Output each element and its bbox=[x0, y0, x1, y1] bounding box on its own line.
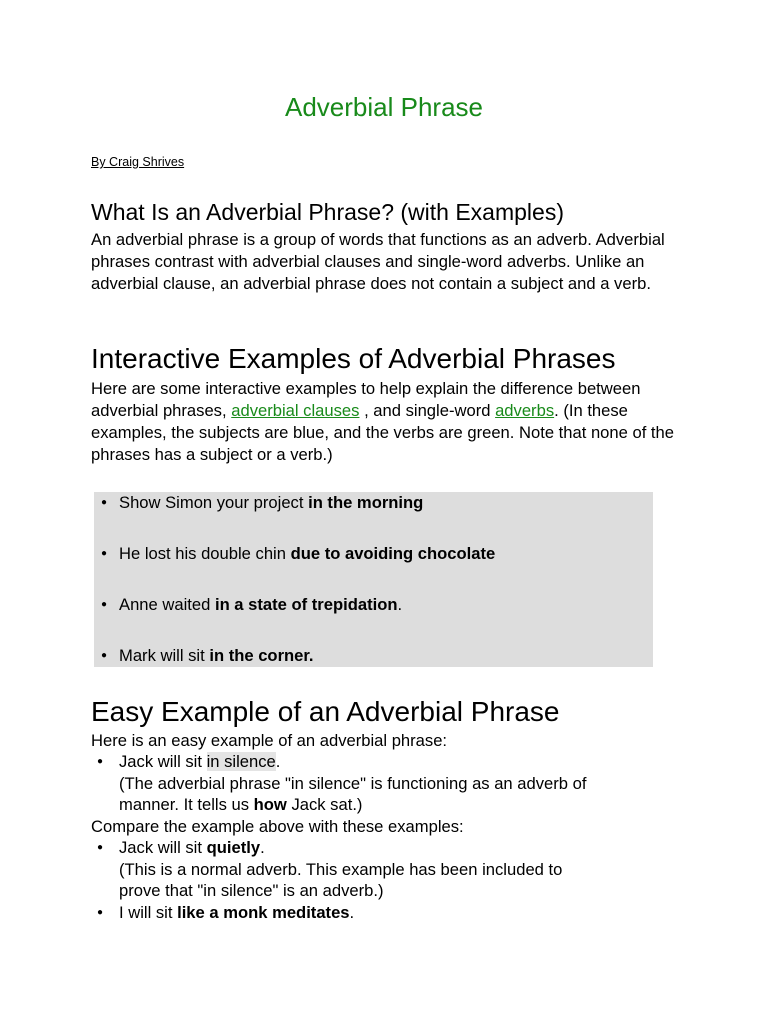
example-item[interactable] bbox=[101, 594, 403, 616]
adverbs-link[interactable]: adverbs bbox=[495, 401, 555, 420]
bullet-icon: ● bbox=[101, 599, 108, 610]
bullet-icon: ● bbox=[101, 548, 108, 559]
example-plain: Jack will sit bbox=[119, 752, 207, 771]
note-tail: Jack sat.) bbox=[286, 795, 363, 814]
highlighted-phrase: in silence bbox=[206, 752, 276, 771]
author-byline[interactable]: By Craig Shrives bbox=[91, 155, 185, 169]
bullet-icon: ● bbox=[97, 756, 104, 767]
section-interactive-text bbox=[91, 378, 681, 466]
example-phrase: like a monk meditates bbox=[177, 903, 350, 922]
adverbial-clauses-link[interactable]: adverbial clauses bbox=[231, 401, 360, 420]
bullet-icon: ● bbox=[97, 842, 104, 853]
example-plain: Jack will sit bbox=[119, 838, 207, 857]
example-phrase: in the morning bbox=[308, 493, 424, 512]
example-item[interactable] bbox=[101, 645, 314, 667]
example-phrase: quietly bbox=[206, 838, 261, 857]
example-plain: Show Simon your project bbox=[119, 493, 309, 512]
list-item bbox=[97, 751, 281, 773]
interactive-text-after: . (In these examples, the subjects are blue, and the verbs are green. Note that none of the phrases has a subject or a verb.) bbox=[91, 401, 674, 464]
example-note-line: prove that "in silence" is an adverb.) bbox=[119, 881, 384, 900]
example-plain: Anne waited bbox=[119, 595, 215, 614]
bullet-icon: ● bbox=[101, 650, 108, 661]
example-tail: . bbox=[260, 838, 265, 857]
interactive-examples-box bbox=[94, 492, 653, 667]
section-definition-text: An adverbial phrase is a group of words that functions as an adverb. Adverbial phrases contrast with adverbial clauses and single-word adverbs. Unlike an adverbial clause, an adverbial phrase does not contain a subject and a verb. bbox=[91, 230, 665, 293]
example-tail: . bbox=[275, 752, 281, 771]
note-plain: manner. It tells us bbox=[119, 795, 254, 814]
example-item[interactable] bbox=[101, 543, 496, 565]
example-plain: He lost his double chin bbox=[119, 544, 291, 563]
list-item bbox=[97, 902, 355, 924]
list-item bbox=[97, 837, 265, 859]
section-heading-what-is: What Is an Adverbial Phrase? (with Examples) bbox=[91, 199, 564, 225]
bullet-icon: ● bbox=[97, 907, 104, 918]
page-title: Adverbial Phrase bbox=[285, 92, 483, 122]
example-plain: I will sit bbox=[119, 903, 178, 922]
interactive-text-middle: , and single-word bbox=[364, 401, 491, 420]
example-phrase: in the corner. bbox=[209, 646, 314, 665]
interactive-text-before: Here are some interactive examples to help explain the difference between adverbial phrases, bbox=[91, 379, 641, 420]
example-phrase: in a state of trepidation bbox=[214, 595, 398, 614]
section-heading-interactive: Interactive Examples of Adverbial Phrases bbox=[91, 343, 616, 374]
example-phrase: due to avoiding chocolate bbox=[290, 544, 496, 563]
example-note-line: (This is a normal adverb. This example has been included to bbox=[119, 860, 563, 879]
example-note-line bbox=[119, 794, 362, 816]
easy-example-intro: Here is an easy example of an adverbial phrase: bbox=[91, 731, 448, 750]
section-heading-easy-example: Easy Example of an Adverbial Phrase bbox=[91, 696, 560, 727]
note-bold: how bbox=[253, 795, 287, 814]
example-tail: . bbox=[397, 595, 403, 614]
example-item[interactable] bbox=[101, 492, 424, 514]
bullet-icon: ● bbox=[101, 497, 108, 508]
example-tail: . bbox=[349, 903, 355, 922]
example-plain: Mark will sit bbox=[119, 646, 210, 665]
compare-text: Compare the example above with these examples: bbox=[91, 817, 464, 836]
example-note-line: (The adverbial phrase "in silence" is functioning as an adverb of bbox=[119, 774, 587, 793]
